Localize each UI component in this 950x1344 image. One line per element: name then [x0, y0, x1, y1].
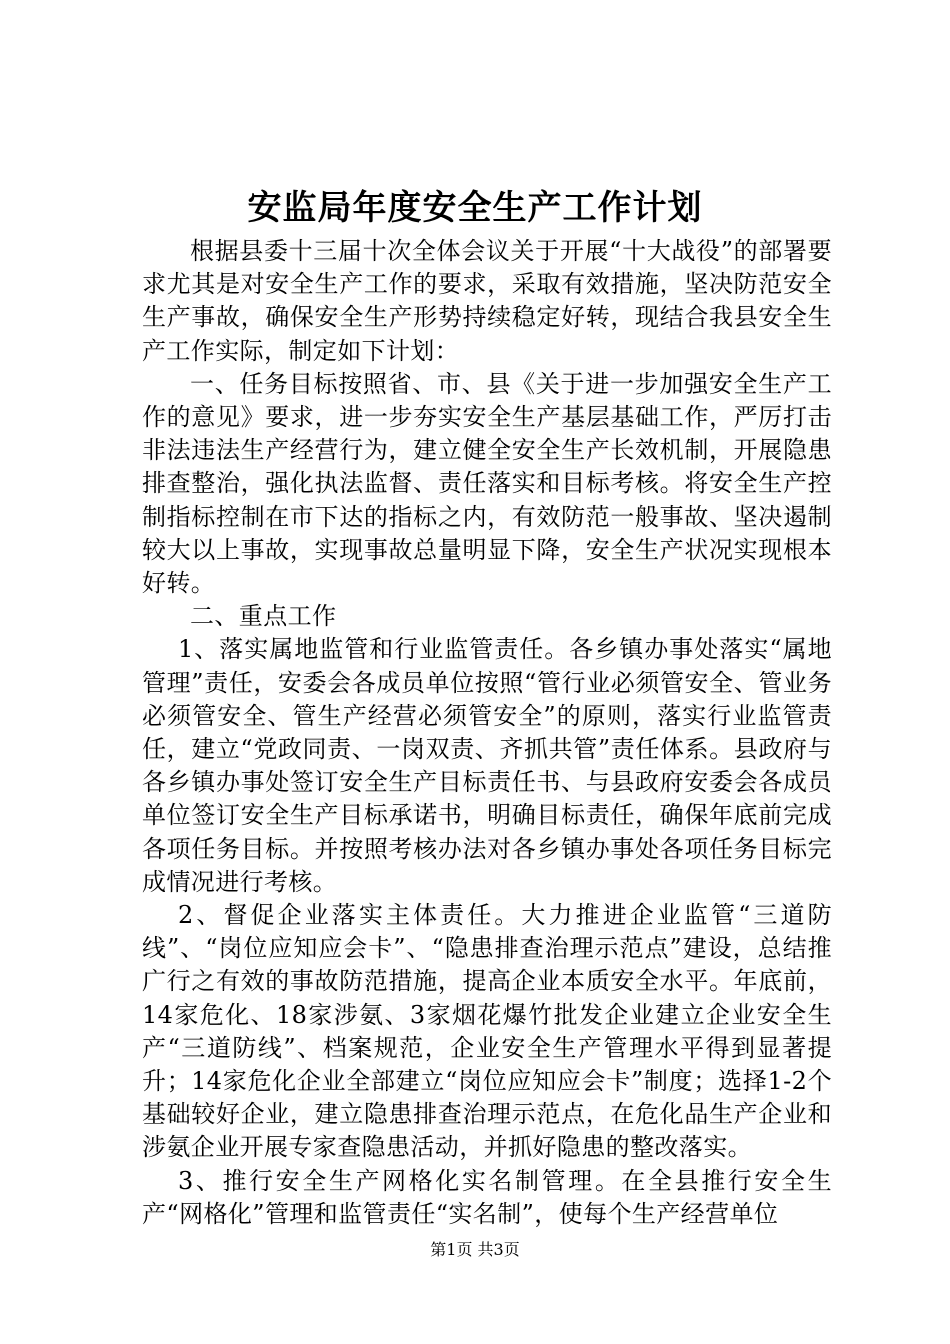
document-body [142, 235, 832, 1231]
section-1-paragraph: 一、任务目标按照省、市、县《关于进一步加强安全生产工作的意见》要求，进一步夯实安全生产基层基础工作，严厉打击非法违法生产经营行为，建立健全安全生产长效机制，开展隐患排查整治，强化执法监督、责任落实和目标考核。将安全生产控制指标控制在市下达的指标之内，有效防范一般事故、坚决遏制较大以上事故，实现事故总量明显下降，安全生产状况实现根本好转。 [142, 369, 832, 598]
item-1-paragraph: 1、落实属地监管和行业监管责任。各乡镇办事处落实“属地管理”责任，安委会各成员单位按照“管行业必须管安全、管业务必须管安全、管生产经营必须管安全”的原则，落实行业监管责任，建立“党政同责、一岗双责、齐抓共管”责任体系。县政府与各乡镇办事处签订安全生产目标责任书、与县政府安委会各成员单位签订安全生产目标承诺书，明确目标责任，确保年底前完成各项任务目标。并按照考核办法对各乡镇办事处各项任务目标完成情况进行考核。 [142, 635, 832, 896]
intro-paragraph: 根据县委十三届十次全体会议关于开展“十大战役”的部署要求尤其是对安全生产工作的要求，采取有效措施，坚决防范安全生产事故，确保安全生产形势持续稳定好转，现结合我县安全生产工作实际，制定如下计划： [142, 237, 832, 365]
document-title: 安监局年度安全生产工作计划 [247, 188, 703, 228]
item-3-paragraph: 3、推行安全生产网格化实名制管理。在全县推行安全生产“网格化”管理和监管责任“实名制”，使每个生产经营单位 [142, 1166, 832, 1228]
item-2-paragraph: 2、督促企业落实主体责任。大力推进企业监管“三道防线”、“岗位应知应会卡”、“隐患排查治理示范点”建设，总结推广行之有效的事故防范措施，提高企业本质安全水平。年底前，14家危化、18家涉氨、3家烟花爆竹批发企业建立企业安全生产“三道防线”、档案规范，企业安全生产管理水平得到显著提升；14家危化企业全部建立“岗位应知应会卡”制度；选择1-2个基础较好企业，建立隐患排查治理示范点，在危化品生产企业和涉氨企业开展专家查隐患活动，并抓好隐患的整改落实。 [142, 901, 832, 1162]
page-footer: 第1页 共3页 [430, 1240, 520, 1259]
section-2-heading: 二、重点工作 [190, 602, 337, 631]
